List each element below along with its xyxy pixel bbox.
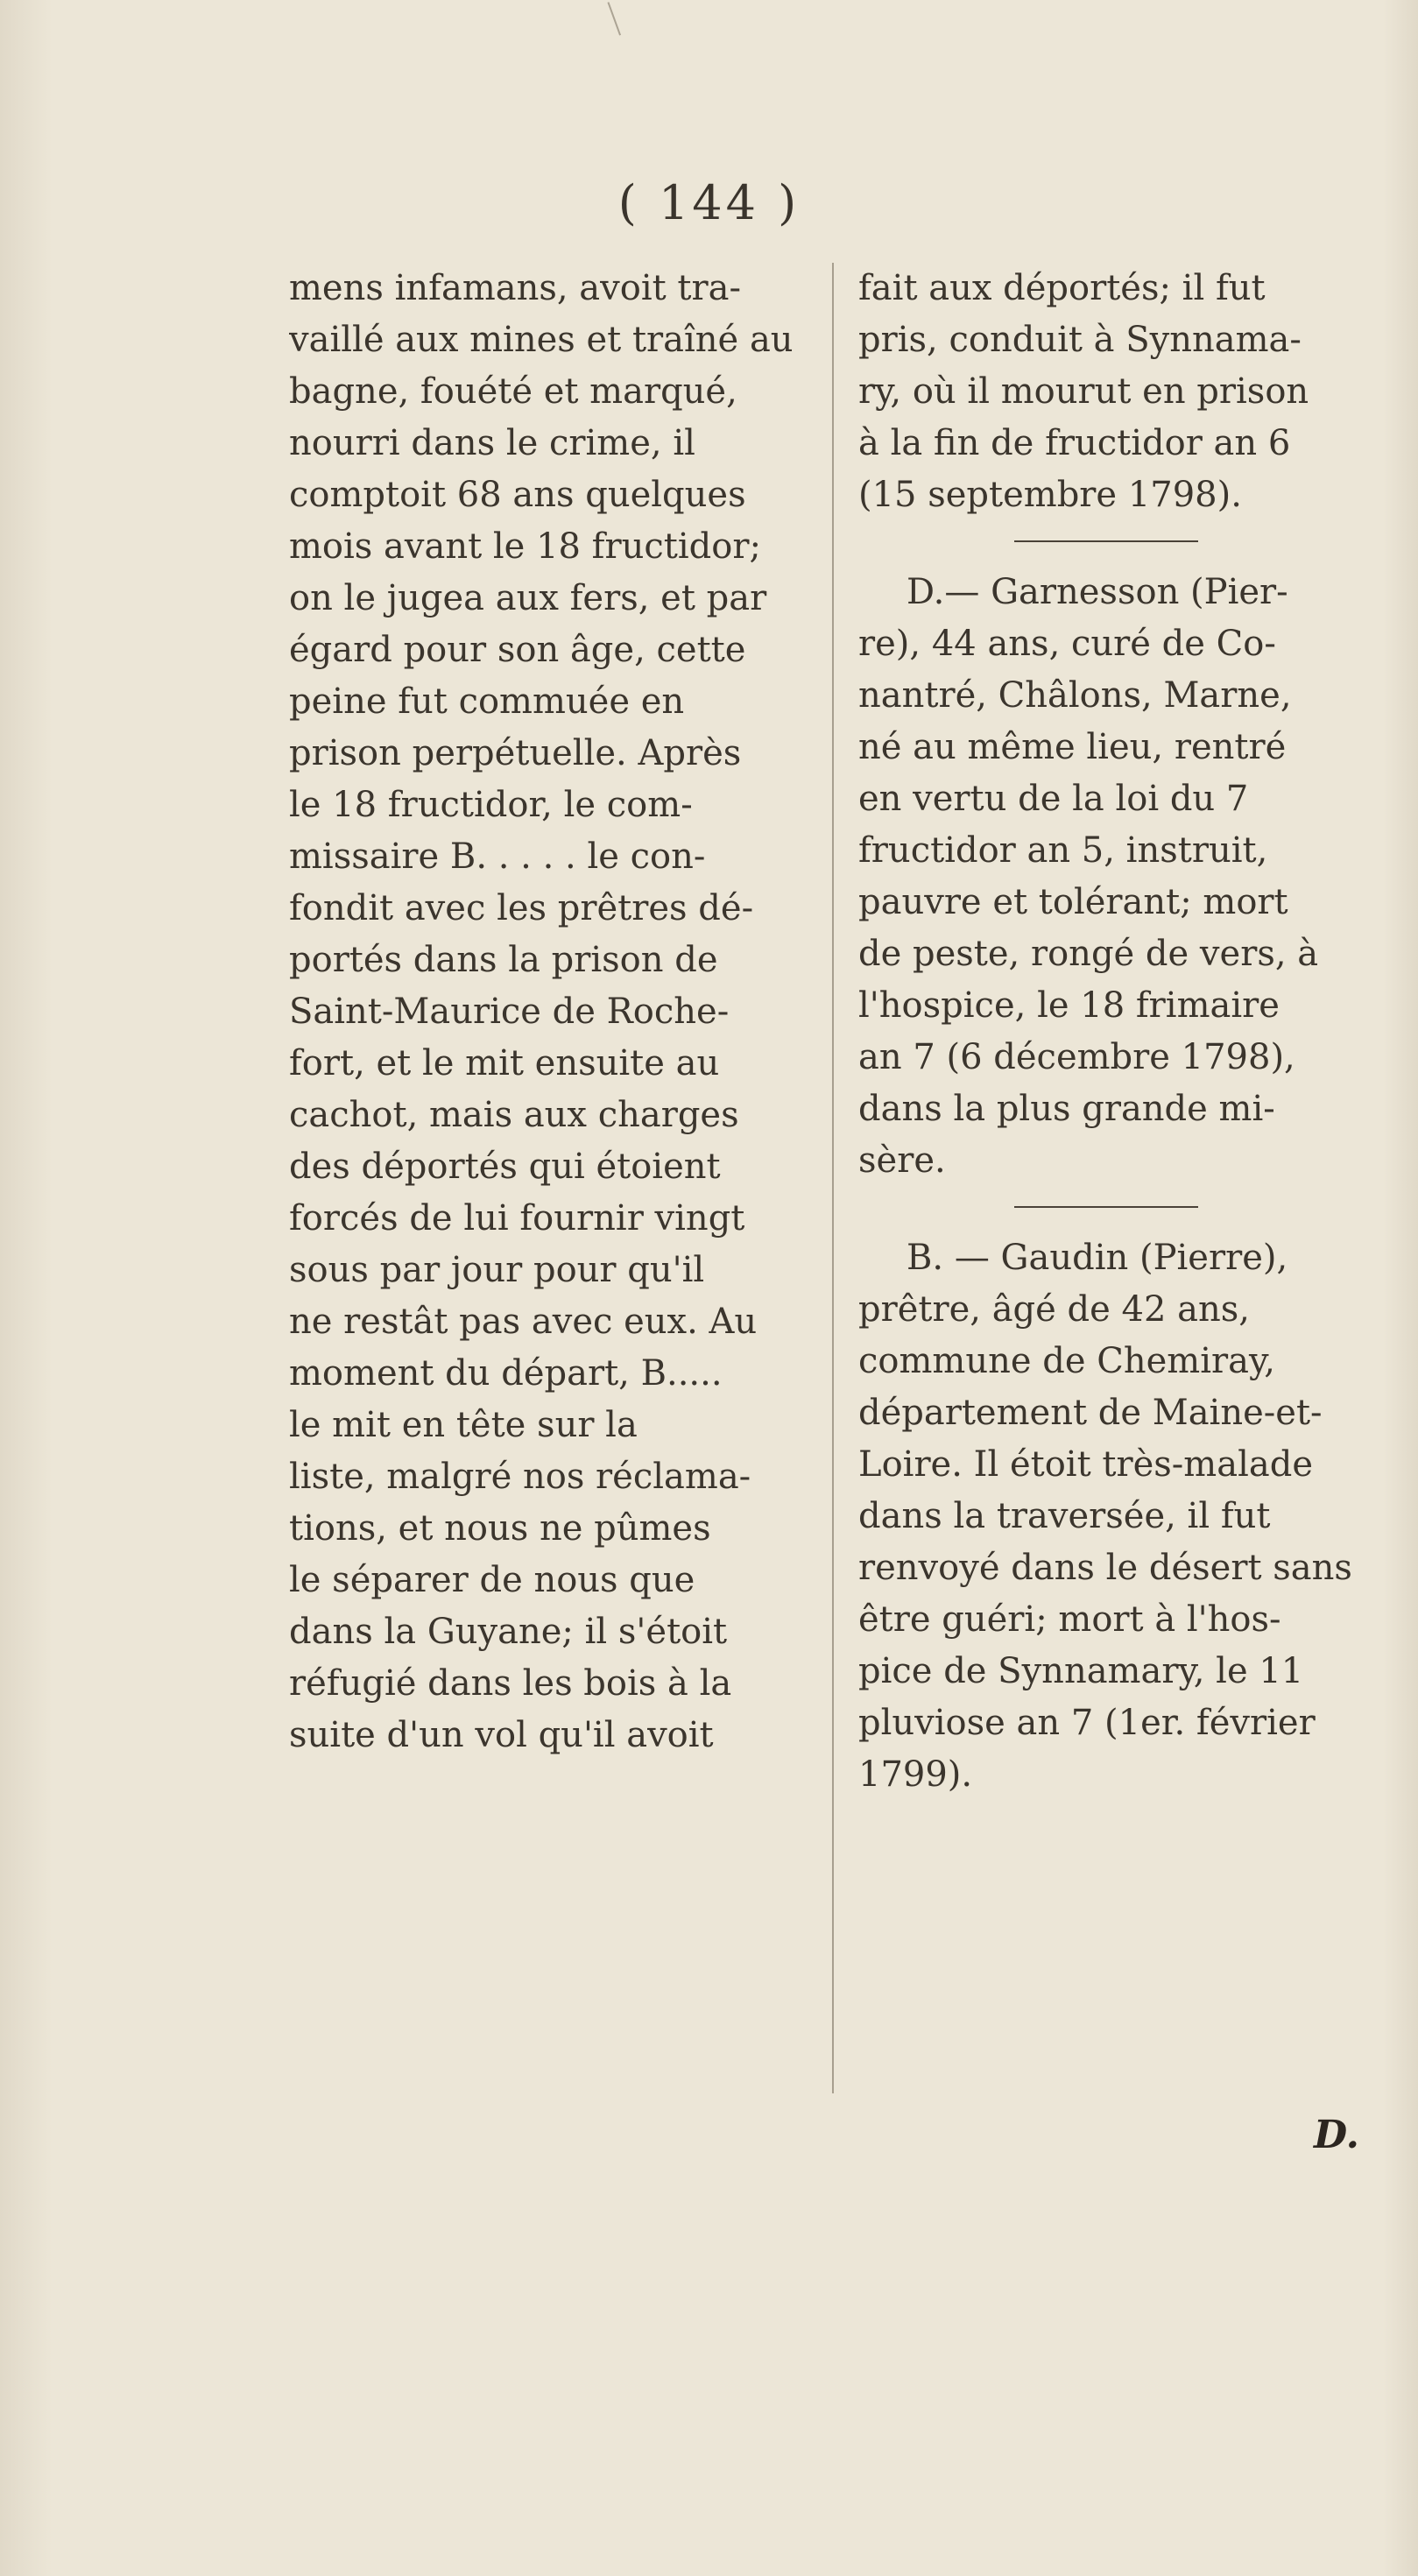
text-line: dans la traversée, il fut (858, 1496, 1271, 1536)
text-line: l'hospice, le 18 frimaire (858, 985, 1280, 1026)
text-line: ry, où il mourut en prison (858, 371, 1309, 412)
text-line: moment du départ, B..... (289, 1353, 723, 1394)
text-line: des déportés qui étoient (289, 1147, 721, 1187)
text-line: dans la Guyane; il s'étoit (289, 1612, 728, 1652)
text-line: département de Maine-et- (858, 1393, 1323, 1433)
text-line: être guéri; mort à l'hos- (858, 1599, 1281, 1640)
text-line: réfugié dans les bois à la (289, 1663, 732, 1704)
text-line: tions, et nous ne pûmes (289, 1508, 711, 1549)
entry-gaudin-head-line: B. — Gaudin (Pierre), (907, 1238, 1288, 1278)
text-line: peine fut commuée en (289, 681, 685, 722)
text-line: à la fin de fructidor an 6 (858, 423, 1291, 463)
text-line: 1799). (858, 1754, 973, 1795)
text-line: cachot, mais aux charges (289, 1095, 739, 1135)
text-line: pice de Synnamary, le 11 (858, 1651, 1304, 1691)
text-line: suite d'un vol qu'il avoit (289, 1715, 714, 1755)
text-line: renvoyé dans le désert sans (858, 1548, 1352, 1588)
text-line: an 7 (6 décembre 1798), (858, 1037, 1295, 1077)
text-line: fructidor an 5, instruit, (858, 830, 1268, 871)
text-line: re), 44 ans, curé de Co- (858, 624, 1276, 664)
text-line: missaire B. . . . . le con- (289, 836, 706, 877)
left-column (289, 263, 806, 1761)
text-line: forcés de lui fournir vingt (289, 1198, 745, 1239)
text-line: prêtre, âgé de 42 ans, (858, 1289, 1250, 1330)
text-line: bagne, fouété et marqué, (289, 371, 737, 412)
entry-separator (1014, 540, 1198, 542)
text-line: dans la plus grande mi- (858, 1089, 1275, 1129)
text-line: mens infamans, avoit tra- (289, 268, 741, 308)
text-line: égard pour son âge, cette (289, 630, 746, 670)
text-line: en vertu de la loi du 7 (858, 779, 1249, 819)
column-divider (832, 263, 834, 2093)
text-line: le mit en tête sur la (289, 1405, 638, 1445)
text-line: fondit avec les prêtres dé- (289, 888, 754, 928)
text-line: on le jugea aux fers, et par (289, 578, 767, 618)
text-line: liste, malgré nos réclama- (289, 1457, 751, 1497)
text-line: le 18 fructidor, le com- (289, 785, 693, 825)
text-line: Saint-Maurice de Roche- (289, 992, 730, 1032)
text-line: né au même lieu, rentré (858, 727, 1287, 767)
text-line: nantré, Châlons, Marne, (858, 675, 1292, 716)
text-line: fort, et le mit ensuite au (289, 1043, 720, 1083)
entry-garnesson-head-line: D.— Garnesson (Pier- (907, 572, 1288, 612)
text-line: comptoit 68 ans quelques (289, 475, 746, 515)
text-line: portés dans la prison de (289, 940, 718, 980)
text-line: vaillé aux mines et traîné au (289, 320, 794, 360)
text-line: commune de Chemiray, (858, 1341, 1275, 1381)
text-line: le séparer de nous que (289, 1560, 695, 1600)
text-line: prison perpétuelle. Après (289, 733, 742, 773)
text-line: (15 septembre 1798). (858, 475, 1242, 515)
text-line: sous par jour pour qu'il (289, 1250, 705, 1290)
text-line: pauvre et tolérant; mort (858, 882, 1288, 922)
right-column (858, 263, 1353, 1801)
text-line: pluviose an 7 (1er. février (858, 1703, 1316, 1743)
text-line: fait aux déportés; il fut (858, 268, 1266, 308)
text-line: de peste, rongé de vers, à (858, 934, 1319, 974)
catchword: D. (1314, 2113, 1359, 2157)
text-line: Loire. Il étoit très-malade (858, 1444, 1313, 1485)
entry-separator (1014, 1206, 1198, 1208)
text-line: ne restât pas avec eux. Au (289, 1302, 758, 1342)
page-number: ( 144 ) (617, 175, 801, 230)
text-line: mois avant le 18 fructidor; (289, 526, 761, 567)
text-line: nourri dans le crime, il (289, 423, 695, 463)
text-line: sère. (858, 1140, 946, 1181)
text-line: pris, conduit à Synnama- (858, 320, 1302, 360)
